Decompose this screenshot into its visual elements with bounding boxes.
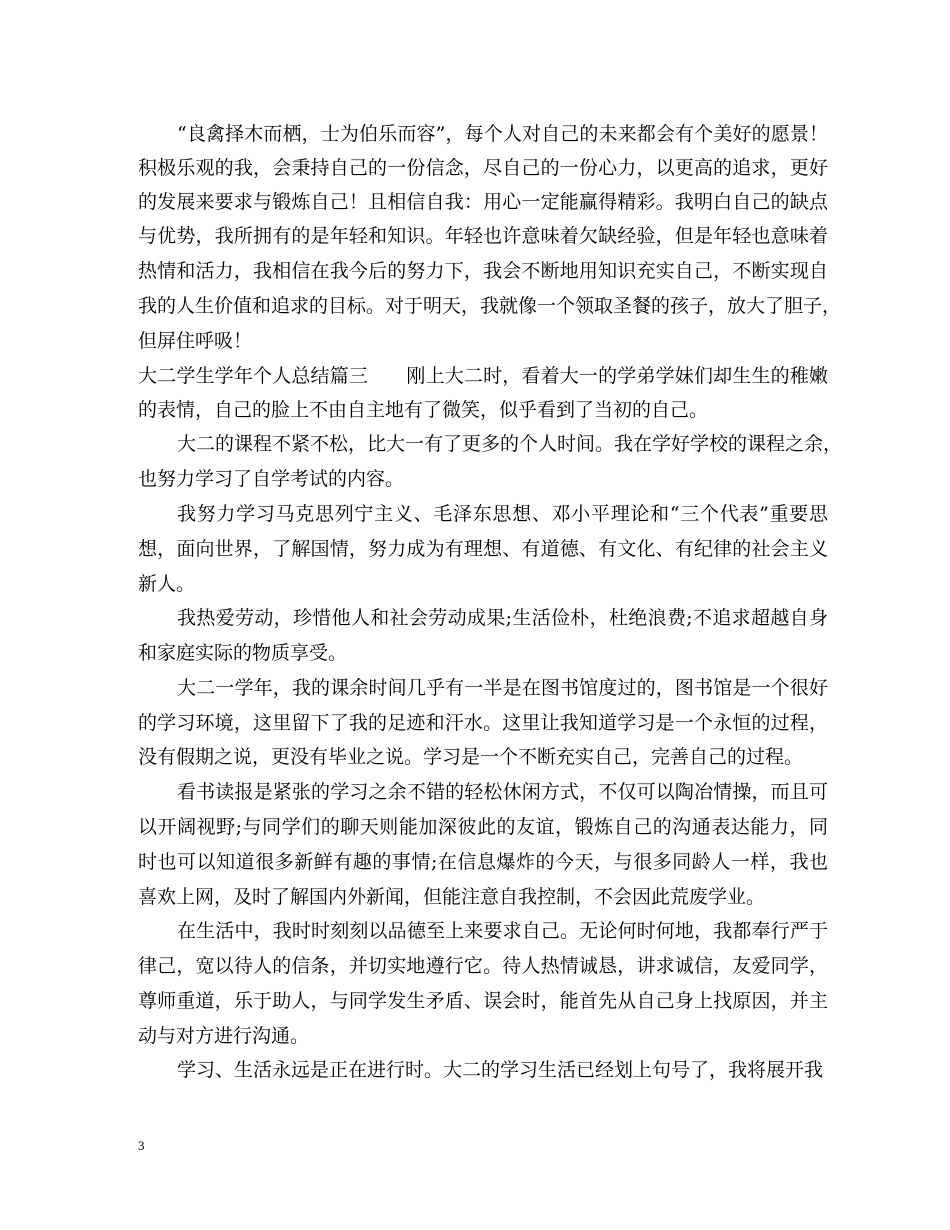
text-line: 大二一学年，我的课余时间几乎有一半是在图书馆度过的，图书馆是一个很好 — [177, 677, 828, 699]
text-line: 与优势，我所拥有的是年轻和知识。年轻也许意味着欠缺经验，但是年轻也意味着 — [138, 225, 828, 247]
text-line: 没有假期之说，更没有毕业之说。学习是一个不断充实自己，完善自己的过程。 — [138, 746, 804, 768]
text-line: 学习、生活永远是正在进行时。大二的学习生活已经划上句号了，我将展开我 — [177, 1059, 824, 1081]
text-line: 喜欢上网，及时了解国内外新闻，但能注意自我控制，不会因此荒废学业。 — [138, 886, 766, 908]
text-line: 大二的课程不紧不松，比大一有了更多的个人时间。我在学好学校的课程之余， — [177, 433, 843, 455]
text-line: 想，面向世界，了解国情，努力成为有理想、有道德、有文化、有纪律的社会主义 — [138, 538, 828, 560]
text-line: 我热爱劳动，珍惜他人和社会劳动成果;生活俭朴，杜绝浪费;不追求超越自身 — [177, 607, 828, 629]
text-line: 但屏住呼吸！ — [138, 330, 253, 352]
text-line: 的学习环境，这里留下了我的足迹和汗水。这里让我知道学习是一个永恒的过程， — [138, 712, 828, 734]
text-line: 我努力学习马克思列宁主义、毛泽东思想、邓小平理论和“三个代表”重要思 — [177, 503, 828, 525]
section-heading-line: 大二学生学年个人总结篇三 刚上大二时，看着大一的学弟学妹们却生生的稚嫩 — [138, 365, 828, 387]
text-line: 律己，宽以待人的信条，并切实地遵行它。待人热情诚恳，讲求诚信，友爱同学， — [138, 955, 828, 977]
text-line: 时也可以知道很多新鲜有趣的事情;在信息爆炸的今天，与很多同龄人一样，我也 — [138, 851, 828, 873]
text-line: 积极乐观的我，会秉持自己的一份信念，尽自己的一份心力，以更高的追求，更好 — [138, 157, 828, 179]
text-line: 动与对方进行沟通。 — [138, 1025, 310, 1047]
text-line: “良禽择木而栖，士为伯乐而容”，每个人对自己的未来都会有个美好的愿景！ — [177, 123, 828, 145]
text-line: 也努力学习了自学考试的内容。 — [138, 468, 405, 490]
text-line: 我的人生价值和追求的目标。对于明天，我就像一个领取圣餐的孩子，放大了胆子， — [138, 295, 842, 317]
text-line: 的发展来要求与锻炼自己！且相信自我：用心一定能赢得精彩。我明白自己的缺点 — [138, 191, 828, 213]
text-line: 新人。 — [138, 573, 196, 595]
text-line: 在生活中，我时时刻刻以品德至上来要求自己。无论何时何地，我都奉行严于 — [177, 920, 828, 942]
text-line: 尊师重道，乐于助人，与同学发生矛盾、误会时，能首先从自己身上找原因，并主 — [138, 990, 828, 1012]
page-number: 3 — [138, 1138, 145, 1153]
text-line: 看书读报是紧张的学习之余不错的轻松休闲方式，不仅可以陶冶情操，而且可 — [177, 781, 828, 803]
text-line: 以开阔视野;与同学们的聊天则能加深彼此的友谊，锻炼自己的沟通表达能力，同 — [138, 816, 828, 838]
text-line: 热情和活力，我相信在我今后的努力下，我会不断地用知识充实自己，不断实现自 — [138, 260, 828, 282]
text-line: 和家庭实际的物质享受。 — [138, 642, 348, 664]
text-line: 的表情，自己的脸上不由自主地有了微笑，似乎看到了当初的自己。 — [138, 399, 709, 421]
